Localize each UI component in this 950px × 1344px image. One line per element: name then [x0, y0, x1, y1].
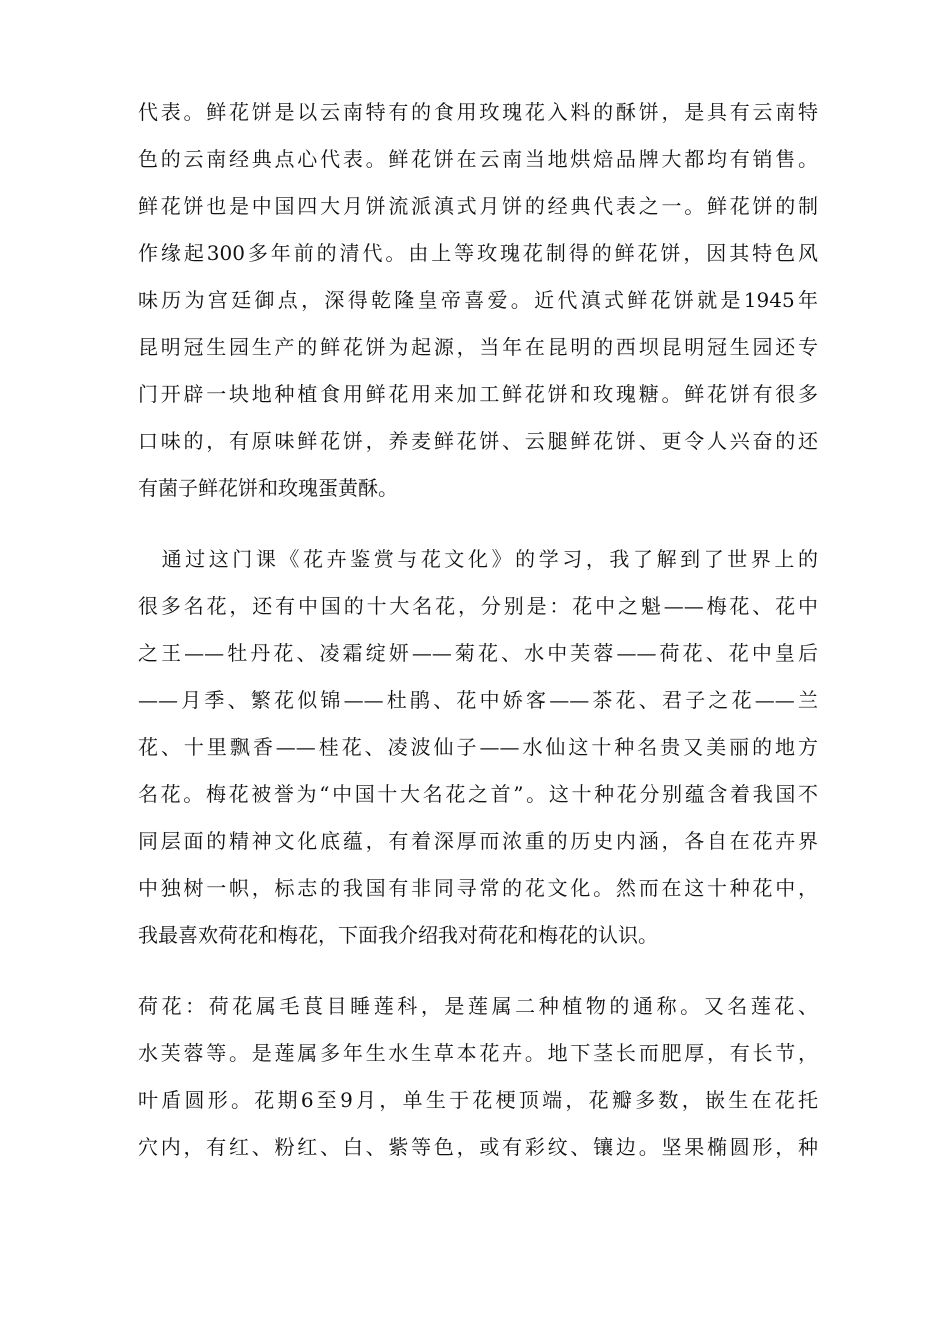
- paragraph-lotus: [138, 983, 818, 1171]
- text-line: 水芙蓉等。是莲属多年生水生草本花卉。地下茎长而肥厚，有长节，: [138, 1041, 818, 1065]
- text-line: 叶盾圆形。花期6至9月，单生于花梗顶端，花瓣多数，嵌生在花托: [138, 1088, 818, 1112]
- text-line: ——月季、繁花似锦——杜鹃、花中娇客——茶花、君子之花——兰: [138, 688, 818, 712]
- text-line: 穴内，有红、粉红、白、紫等色，或有彩纹、镶边。坚果椭圆形，种: [138, 1135, 818, 1159]
- text-line: 荷花：荷花属毛茛目睡莲科，是莲属二种植物的通称。又名莲花、: [138, 994, 818, 1018]
- text-line: 同层面的精神文化底蕴，有着深厚而浓重的历史内涵，各自在花卉界: [138, 829, 818, 853]
- text-line: 昆明冠生园生产的鲜花饼为起源，当年在昆明的西坝昆明冠生园还专: [138, 335, 818, 359]
- text-line: 我最喜欢荷花和梅花，下面我介绍我对荷花和梅花的认识。: [138, 923, 658, 947]
- text-line: 口味的，有原味鲜花饼，养麦鲜花饼、云腿鲜花饼、更令人兴奋的还: [138, 429, 818, 453]
- text-line: 味历为宫廷御点，深得乾隆皇帝喜爱。近代滇式鲜花饼就是1945年: [138, 288, 818, 312]
- text-line: 名花。梅花被誉为“中国十大名花之首”。这十种花分别蕴含着我国不: [138, 782, 818, 806]
- text-line: 花、十里飘香——桂花、凌波仙子——水仙这十种名贵又美丽的地方: [138, 735, 818, 759]
- text-line: 很多名花，还有中国的十大名花，分别是：花中之魁——梅花、花中: [138, 594, 818, 618]
- text-line: 之王——牡丹花、凌霜绽妍——菊花、水中芙蓉——荷花、花中皇后: [138, 641, 818, 665]
- text-line: 中独树一帜，标志的我国有非同寻常的花文化。然而在这十种花中，: [138, 876, 818, 900]
- paragraph-flower-cake: [138, 89, 818, 512]
- text-line: 色的云南经典点心代表。鲜花饼在云南当地烘焙品牌大都均有销售。: [138, 147, 818, 171]
- text-line: 通过这门课《花卉鉴赏与花文化》的学习，我了解到了世界上的: [138, 547, 818, 571]
- text-line: 门开辟一块地种植食用鲜花用来加工鲜花饼和玫瑰糖。鲜花饼有很多: [138, 382, 818, 406]
- text-line: 作缘起300多年前的清代。由上等玫瑰花制得的鲜花饼，因其特色风: [138, 241, 818, 265]
- text-line: 有菌子鲜花饼和玫瑰蛋黄酥。: [138, 476, 398, 500]
- text-line: 鲜花饼也是中国四大月饼流派滇式月饼的经典代表之一。鲜花饼的制: [138, 194, 818, 218]
- paragraph-ten-famous-flowers: [138, 536, 818, 959]
- text-line: 代表。鲜花饼是以云南特有的食用玫瑰花入料的酥饼，是具有云南特: [138, 100, 818, 124]
